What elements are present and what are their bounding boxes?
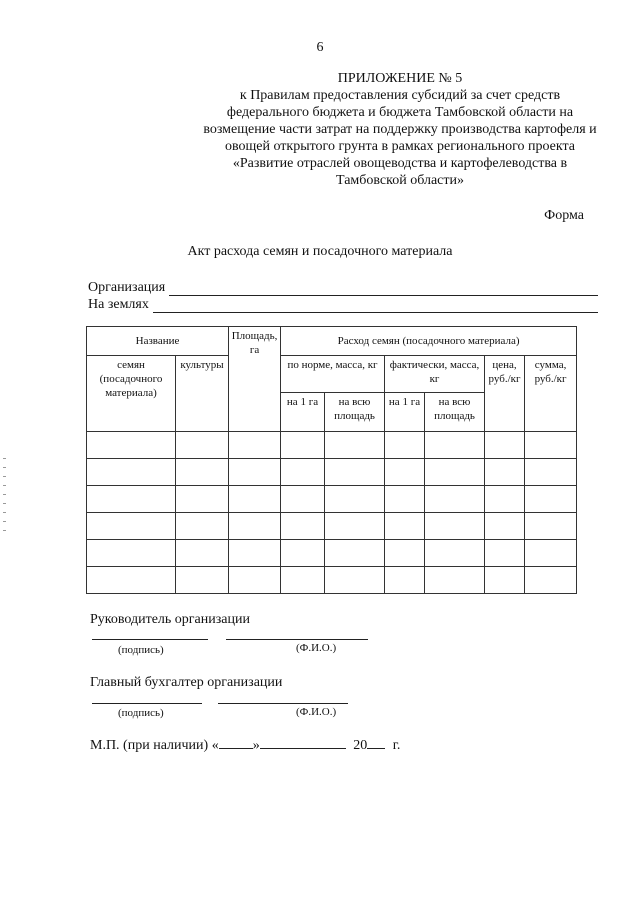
appendix-text: к Правилам предоставления субсидий за счет средств федерального бюджета и бюджета Тамбовской области на возмещение части затрат на поддержку производства картофеля и овощей открытого грунта в рамках регионального проекта «Развитие отраслей овощеводства и картофелеводства в Тамбовской области»: [203, 88, 597, 188]
stamp-date-line: [90, 736, 400, 754]
header-consumption: Расход семян (посадочного материала): [281, 327, 577, 356]
table-cell[interactable]: [525, 567, 577, 594]
signature-line-head[interactable]: [92, 638, 208, 640]
year-prefix: 20: [353, 738, 368, 753]
header-actual-total: на всю площадь: [425, 393, 485, 432]
consumption-table: [86, 326, 577, 594]
year-blank[interactable]: [367, 736, 385, 749]
table-cell[interactable]: [385, 540, 425, 567]
organization-label: Организация: [88, 280, 166, 295]
table-cell[interactable]: [325, 486, 385, 513]
table-cell[interactable]: [229, 486, 281, 513]
month-blank[interactable]: [260, 736, 346, 749]
table-cell[interactable]: [425, 432, 485, 459]
header-actual: фактически, масса, кг: [385, 356, 485, 393]
close-quote: »: [252, 738, 260, 753]
table-cell[interactable]: [385, 486, 425, 513]
table-cell[interactable]: [281, 513, 325, 540]
table-cell[interactable]: [281, 486, 325, 513]
sign-caption-head: (подпись): [118, 644, 164, 656]
table-cell[interactable]: [229, 567, 281, 594]
header-seeds: семян (посадочного материала): [87, 356, 176, 432]
stamp-label: М.П. (при наличии) «: [90, 738, 219, 753]
table-cell[interactable]: [485, 486, 525, 513]
header-price: цена, руб./кг: [485, 356, 525, 432]
table-cell[interactable]: [281, 432, 325, 459]
table-body: [87, 432, 577, 594]
day-blank[interactable]: [219, 736, 253, 749]
table-cell[interactable]: [385, 432, 425, 459]
table-cell[interactable]: [325, 567, 385, 594]
appendix-block: [200, 70, 600, 189]
land-field: [88, 297, 598, 313]
signature-title-accountant: Главный бухгалтер организации: [90, 675, 283, 690]
table-cell[interactable]: [87, 513, 176, 540]
table-cell[interactable]: [525, 540, 577, 567]
table-cell[interactable]: [425, 513, 485, 540]
header-actual-per-ha: на 1 га: [385, 393, 425, 432]
table-cell[interactable]: [385, 459, 425, 486]
name-line-accountant[interactable]: [218, 702, 348, 704]
header-crop: культуры: [176, 356, 229, 432]
table-row: [87, 459, 577, 486]
table-cell[interactable]: [176, 513, 229, 540]
table-cell[interactable]: [485, 459, 525, 486]
table-cell[interactable]: [87, 432, 176, 459]
table-cell[interactable]: [176, 459, 229, 486]
table-cell[interactable]: [325, 432, 385, 459]
table-cell[interactable]: [87, 540, 176, 567]
table-cell[interactable]: [176, 486, 229, 513]
signature-title-head: Руководитель организации: [90, 612, 250, 627]
table-cell[interactable]: [87, 486, 176, 513]
table-row: [87, 567, 577, 594]
table-cell[interactable]: [176, 432, 229, 459]
name-caption-accountant: (Ф.И.О.): [296, 706, 337, 718]
table-row: [87, 513, 577, 540]
land-label: На землях: [88, 297, 149, 312]
header-name: Название: [87, 327, 229, 356]
header-area: Площадь, га: [229, 327, 281, 432]
table-cell[interactable]: [229, 432, 281, 459]
table-cell[interactable]: [485, 513, 525, 540]
table-cell[interactable]: [281, 459, 325, 486]
signature-line-accountant[interactable]: [92, 702, 202, 704]
table-cell[interactable]: [425, 567, 485, 594]
table-row: [87, 486, 577, 513]
margin-marks: [3, 458, 6, 538]
table-row: [87, 540, 577, 567]
header-sum: сумма, руб./кг: [525, 356, 577, 432]
table-cell[interactable]: [525, 486, 577, 513]
page-number: 6: [316, 40, 324, 55]
table-cell[interactable]: [425, 486, 485, 513]
year-suffix: г.: [392, 738, 401, 753]
table-cell[interactable]: [325, 513, 385, 540]
table-cell[interactable]: [325, 540, 385, 567]
table-cell[interactable]: [281, 567, 325, 594]
table-cell[interactable]: [87, 567, 176, 594]
table-cell[interactable]: [525, 459, 577, 486]
table-cell[interactable]: [229, 459, 281, 486]
table-cell[interactable]: [525, 513, 577, 540]
header-norm-per-ha: на 1 га: [281, 393, 325, 432]
table-cell[interactable]: [87, 459, 176, 486]
table-cell[interactable]: [485, 567, 525, 594]
name-caption-head: (Ф.И.О.): [296, 642, 337, 654]
table-cell[interactable]: [176, 567, 229, 594]
form-label: Форма: [544, 208, 584, 223]
table-cell[interactable]: [385, 567, 425, 594]
organization-line[interactable]: [169, 283, 598, 296]
name-line-head[interactable]: [226, 638, 368, 640]
table-cell[interactable]: [176, 540, 229, 567]
table-cell[interactable]: [229, 513, 281, 540]
table-cell[interactable]: [485, 432, 525, 459]
table-cell[interactable]: [229, 540, 281, 567]
sign-caption-accountant: (подпись): [118, 707, 164, 719]
table-cell[interactable]: [325, 459, 385, 486]
document-title: Акт расхода семян и посадочного материала: [187, 244, 453, 259]
appendix-title: ПРИЛОЖЕНИЕ № 5: [337, 71, 463, 86]
header-norm: по норме, масса, кг: [281, 356, 385, 393]
table-cell[interactable]: [281, 540, 325, 567]
header-norm-total: на всю площадь: [325, 393, 385, 432]
table-cell[interactable]: [525, 432, 577, 459]
table-cell[interactable]: [385, 513, 425, 540]
land-line[interactable]: [153, 300, 598, 313]
table-cell[interactable]: [485, 540, 525, 567]
organization-field: [88, 280, 598, 296]
table-cell[interactable]: [425, 540, 485, 567]
table-cell[interactable]: [425, 459, 485, 486]
table-row: [87, 432, 577, 459]
